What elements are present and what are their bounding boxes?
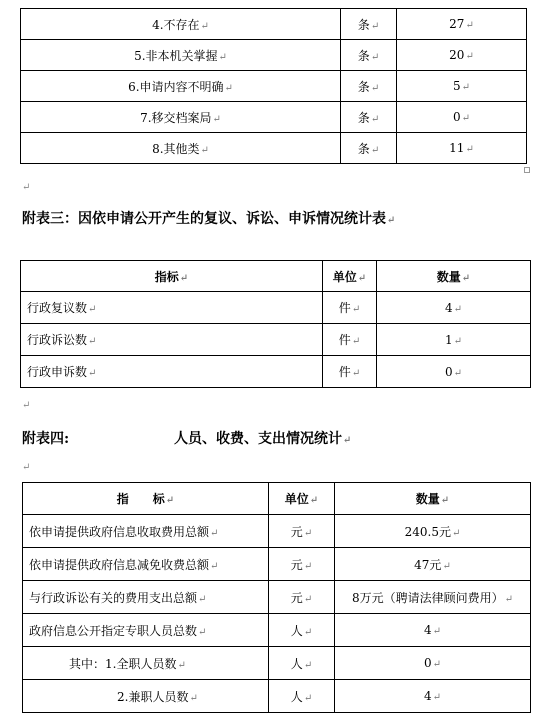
row-label: 7.移交档案局↵ — [21, 102, 341, 133]
paragraph-mark: ↵ — [22, 182, 31, 193]
table-row — [23, 680, 531, 713]
row-unit: 条↵ — [341, 9, 397, 40]
row-label: 依申请提供政府信息减免收费总额↵ — [23, 548, 269, 581]
row-value: 4↵ — [335, 680, 531, 713]
table-row — [23, 647, 531, 680]
header-indicator: 指 标↵ — [23, 483, 269, 515]
row-unit: 条↵ — [341, 102, 397, 133]
table-row — [21, 71, 527, 102]
row-label: 行政申诉数↵ — [21, 356, 323, 388]
table-row — [21, 324, 531, 356]
header-unit: 单位↵ — [323, 261, 377, 292]
table-row — [21, 40, 527, 71]
row-label: 行政诉讼数↵ — [21, 324, 323, 356]
table-row — [23, 614, 531, 647]
row-unit: 条↵ — [341, 133, 397, 164]
row-unit: 元↵ — [269, 548, 335, 581]
header-unit: 单位↵ — [269, 483, 335, 515]
row-value: 20↵ — [397, 40, 527, 71]
row-unit: 元↵ — [269, 515, 335, 548]
row-label: 行政复议数↵ — [21, 292, 323, 324]
appendix4-title: 人员、收费、支出情况统计↵ — [174, 431, 352, 447]
row-label: 与行政诉讼有关的费用支出总额↵ — [23, 581, 269, 614]
row-unit: 元↵ — [269, 581, 335, 614]
table-row — [21, 356, 531, 388]
row-value: 0↵ — [397, 102, 527, 133]
row-label: 依申请提供政府信息收取费用总额↵ — [23, 515, 269, 548]
table-header-row — [23, 483, 531, 515]
row-unit: 人↵ — [269, 680, 335, 713]
table-resize-handle[interactable] — [524, 167, 530, 173]
row-label: 2.兼职人员数↵ — [23, 680, 269, 713]
row-unit: 条↵ — [341, 71, 397, 102]
table-info-disclosure-reasons — [20, 8, 527, 164]
appendix3-title: 附表三：因依申请公开产生的复议、诉讼、申诉情况统计表↵ — [22, 211, 396, 227]
table-row — [23, 548, 531, 581]
paragraph-mark: ↵ — [22, 400, 31, 411]
row-label: 政府信息公开指定专职人员总数↵ — [23, 614, 269, 647]
table-row — [21, 133, 527, 164]
row-value: 0↵ — [377, 356, 531, 388]
appendix3-table — [20, 260, 531, 388]
header-count: 数量↵ — [377, 261, 531, 292]
row-value: 1↵ — [377, 324, 531, 356]
header-count: 数量↵ — [335, 483, 531, 515]
table-row — [21, 9, 527, 40]
row-value: 4↵ — [377, 292, 531, 324]
row-unit: 人↵ — [269, 647, 335, 680]
table-row — [21, 292, 531, 324]
row-value: 5↵ — [397, 71, 527, 102]
row-unit: 人↵ — [269, 614, 335, 647]
row-label: 6.申请内容不明确↵ — [21, 71, 341, 102]
table-header-row — [21, 261, 531, 292]
table-row — [21, 102, 527, 133]
row-unit: 条↵ — [341, 40, 397, 71]
table-row — [23, 515, 531, 548]
header-indicator: 指标↵ — [21, 261, 323, 292]
row-label: 5.非本机关掌握↵ — [21, 40, 341, 71]
appendix4-table — [22, 482, 531, 713]
row-label: 4.不存在↵ — [21, 9, 341, 40]
row-unit: 件↵ — [323, 324, 377, 356]
row-value: 240.5元↵ — [335, 515, 531, 548]
row-value: 8万元（聘请法律顾问费用）↵ — [335, 581, 531, 614]
paragraph-mark: ↵ — [22, 462, 31, 473]
row-label: 其中：1.全职人员数↵ — [23, 647, 269, 680]
row-label: 8.其他类↵ — [21, 133, 341, 164]
row-value: 0↵ — [335, 647, 531, 680]
row-value: 11↵ — [397, 133, 527, 164]
table-row — [23, 581, 531, 614]
row-value: 47元↵ — [335, 548, 531, 581]
row-value: 27↵ — [397, 9, 527, 40]
row-unit: 件↵ — [323, 356, 377, 388]
row-value: 4↵ — [335, 614, 531, 647]
appendix4-title-prefix: 附表四: — [22, 431, 70, 447]
row-unit: 件↵ — [323, 292, 377, 324]
